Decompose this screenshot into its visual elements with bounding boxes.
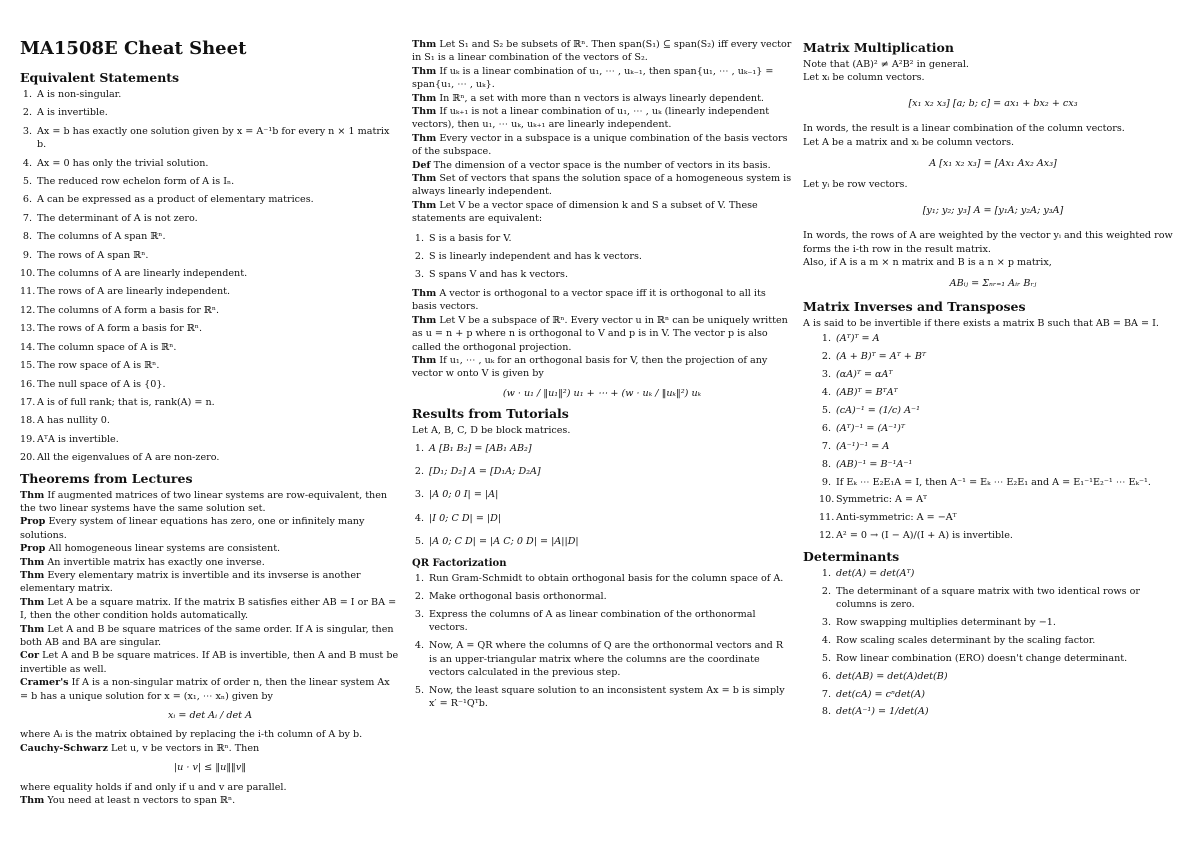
list-item: 1. S is a basis for V. [414, 232, 512, 244]
list-item: 3. |A 0; 0 I| = |A| [414, 489, 499, 501]
list-item: 10. The columns of A are linearly independent. [20, 268, 248, 280]
theorem: Thm If uₖ is a linear combination of u₁, ⋯ , uₖ₋₁, then span{u₁, ⋯ , uₖ₋₁} = span{u₁, ⋯ , uₖ}. [412, 65, 774, 91]
theorem: Thm Let S₁ and S₂ be subsets of ℝⁿ. Then span(S₁) ⊆ span(S₂) iff every vector in S₁ is a linear combination of the vectors of S₂. [412, 39, 792, 64]
theorem: Cauchy-Schwarz Let u, v be vectors in ℝⁿ. Then [20, 742, 260, 754]
list-item: 3. Row swapping multiplies determinant by −1. [821, 616, 1056, 628]
list-item: 7. The determinant of A is not zero. [22, 212, 198, 224]
list-item: 2. Make orthogonal basis orthonormal. [414, 590, 607, 602]
text-line: Let yᵢ be row vectors. [803, 179, 908, 191]
theorem: Thm Let V be a subspace of ℝⁿ. Every vector u in ℝⁿ can be uniquely written as u = n + p where n is orthogonal to V and p is in V. The vector p is also called the orthogonal projection. [412, 314, 788, 353]
list-item: 4. (AB)ᵀ = BᵀAᵀ [821, 387, 898, 398]
theorem: Thm In ℝⁿ, a set with more than n vectors is always linearly dependent. [412, 92, 764, 104]
determinants-heading: Determinants [803, 548, 900, 564]
list-item: 2. The determinant of a square matrix with two identical rows or columns is zero. [821, 585, 1140, 610]
list-item: 11. The rows of A are linearly independent. [20, 286, 231, 298]
equation: [x₁ x₂ x₃] [a; b; c] = ax₁ + bx₂ + cx₃ [908, 97, 1078, 109]
theorem: Thm Let A be a square matrix. If the matrix B satisfies either AB = I or BA = I, then the other condition holds automatically. [20, 596, 397, 622]
list-item: 2. A is invertible. [22, 107, 108, 119]
cramer-note: where Aᵢ is the matrix obtained by replacing the i-th column of A by b. [20, 729, 363, 741]
list-item: 6. (Aᵀ)⁻¹ = (A⁻¹)ᵀ [821, 422, 905, 434]
theorem: Thm Set of vectors that spans the solution space of a homogeneous system is always linearly independent. [412, 173, 792, 198]
inverses-heading: Matrix Inverses and Transposes [803, 298, 1026, 314]
theorem: Thm An invertible matrix has exactly one inverse. [20, 556, 265, 568]
cramer-equation: xᵢ = det Aᵢ / det A [167, 710, 253, 722]
definition: Def The dimension of a vector space is the number of vectors in its basis. [412, 159, 771, 171]
theorem: Thm Every vector in a subspace is a unique combination of the basis vectors of the subspace. [412, 132, 788, 158]
qr-list [412, 572, 792, 711]
list-item: 5. |A 0; C D| = |A C; 0 D| = |A||D| [414, 536, 579, 548]
theorem: Thm If u₁, ⋯ , uₖ for an orthogonal basis for V, then the projection of any vector w onto V is given by [412, 354, 768, 380]
list-item: 3. S spans V and has k vectors. [414, 268, 569, 280]
list-item: 1. A [B₁ B₂] = [AB₁ AB₂] [414, 442, 532, 454]
theorem: Thm You need at least n vectors to span ℝⁿ. [20, 795, 236, 807]
cauchy-schwarz-equation: |u · v| ≤ ‖u‖‖v‖ [173, 762, 247, 774]
equation: ABᵢⱼ = Σₙᵣ₌₁ Aᵢᵣ Bᵣⱼ [949, 278, 1037, 290]
text-line: In words, the result is a linear combination of the column vectors. [803, 123, 1125, 135]
cauchy-schwarz-note: where equality holds if and only if u and v are parallel. [20, 781, 287, 793]
list-item: 16. The null space of A is {0}. [20, 378, 166, 390]
theorem: Cor Let A and B be square matrices. If AB is invertible, then A and B must be invertible as well. [20, 650, 399, 675]
theorems-heading: Theorems from Lectures [20, 470, 193, 486]
list-item: 7. det(cA) = cⁿdet(A) [821, 688, 925, 700]
equation: [y₁; y₂; y₃] A = [y₁A; y₂A; y₃A] [922, 204, 1064, 216]
tutorials-intro: Let A, B, C, D be block matrices. [412, 425, 571, 437]
list-item: 19. AᵀA is invertible. [20, 433, 119, 445]
list-item: 6. A can be expressed as a product of elementary matrices. [22, 194, 314, 206]
text-line: A is said to be invertible if there exists a matrix B such that AB = BA = I. [803, 317, 1159, 329]
list-item: 3. (αA)ᵀ = αAᵀ [821, 369, 893, 381]
list-item: 4. Ax = 0 has only the trivial solution. [22, 157, 209, 169]
list-item: 9. If Eₖ ⋯ E₂E₁A = I, then A⁻¹ = Eₖ ⋯ E₂E₁ and A = E₁⁻¹E₂⁻¹ ⋯ Eₖ⁻¹. [821, 476, 1151, 488]
list-item: 1. det(A) = det(Aᵀ) [821, 567, 915, 579]
list-item: 1. A is non-singular. [22, 89, 122, 100]
list-item: 17. A is of full rank; that is, rank(A) = n. [20, 396, 215, 408]
matrix-multiplication-heading: Matrix Multiplication [803, 40, 954, 55]
list-item: 18. A has nullity 0. [20, 415, 110, 427]
list-item: 8. (AB)⁻¹ = B⁻¹A⁻¹ [821, 458, 913, 470]
list-item: 20. All the eigenvalues of A are non-zero. [20, 452, 220, 464]
determinant-properties-list [819, 567, 1183, 719]
inverse-properties-list [819, 332, 1183, 542]
list-item: 12. The columns of A form a basis for ℝⁿ. [20, 304, 220, 316]
theorem: Thm Let A and B be square matrices of the same order. If A is singular, then both AB and BA are singular. [20, 623, 394, 648]
equiv-heading: Equivalent Statements [20, 70, 180, 85]
list-item: 7. (A⁻¹)⁻¹ = A [821, 440, 890, 452]
column-3 [803, 38, 1183, 723]
column-2 [412, 38, 792, 715]
text-line: Let A be a matrix and xᵢ be column vectors. [803, 136, 1015, 148]
theorem: Cramer's If A is a non-singular matrix of order n, then the linear system Ax = b has a unique solution for x = (x₁, ⋯ xₙ) given by [20, 677, 390, 702]
list-item: 5. Now, the least square solution to an inconsistent system Ax = b is simply x′ = R⁻¹Qᵀb. [414, 684, 785, 710]
list-item: 3. Express the columns of A as linear combination of the orthonormal vectors. [414, 608, 756, 634]
list-item: 13. The rows of A form a basis for ℝⁿ. [20, 323, 202, 335]
list-item: 14. The column space of A is ℝⁿ. [20, 341, 177, 353]
list-item: 2. S is linearly independent and has k vectors. [414, 250, 642, 262]
list-item: 5. Row linear combination (ERO) doesn't change determinant. [821, 652, 1128, 664]
basis-equiv-list [412, 232, 792, 281]
theorem: Thm If augmented matrices of two linear systems are row-equivalent, then the two linear systems have the same solution set. [20, 489, 388, 514]
theorem: Thm A vector is orthogonal to a vector space iff it is orthogonal to all its basis vectors. [412, 287, 766, 313]
text-line: Note that (AB)² ≠ A²B² in general. [803, 59, 969, 70]
text-line: In words, the rows of A are weighted by the vector yᵢ and this weighted row forms the i-th row in the result matrix. [803, 230, 1173, 255]
list-item: 15. The row space of A is ℝⁿ. [20, 360, 160, 372]
column-1 [20, 38, 400, 807]
list-item: 5. The reduced row echelon form of A is Iₙ. [22, 176, 235, 188]
theorem: Prop All homogeneous linear systems are consistent. [20, 543, 281, 555]
list-item: 1. Run Gram-Schmidt to obtain orthogonal basis for the column space of A. [414, 573, 784, 584]
tutorials-heading: Results from Tutorials [412, 406, 569, 422]
projection-equation: (w · u₁ / ‖u₁‖²) u₁ + ⋯ + (w · uₖ / ‖uₖ‖²) uₖ [502, 387, 702, 399]
list-item: 12. A² = 0 → (I − A)/(I + A) is invertible. [819, 530, 1013, 542]
list-item: 4. Row scaling scales determinant by the scaling factor. [821, 634, 1096, 646]
theorem: Thm If uₖ₊₁ is not a linear combination of u₁, ⋯ , uₖ (linearly independent vectors), then u₁, ⋯ uₖ, uₖ₊₁ are linearly independent. [412, 106, 770, 131]
list-item: 8. det(A⁻¹) = 1/det(A) [821, 706, 929, 718]
tutorial-results-list [412, 442, 792, 549]
list-item: 4. Now, A = QR where the columns of Q are the orthonormal vectors and R is an upper-triangular matrix where the columns are the coordinate vectors calculated in the previous step. [414, 640, 784, 678]
list-item: 1. (Aᵀ)ᵀ = A [821, 333, 880, 345]
equiv-list [20, 88, 400, 465]
list-item: 2. (A + B)ᵀ = Aᵀ + Bᵀ [821, 351, 926, 363]
list-item: 6. det(AB) = det(A)det(B) [821, 670, 948, 682]
list-item: 11. Anti-symmetric: A = −Aᵀ [819, 512, 957, 524]
list-item: 4. |I 0; C D| = |D| [414, 512, 502, 524]
theorem: Thm Every elementary matrix is invertible and its invserse is another elementary matrix. [20, 569, 361, 595]
text-line: Let xᵢ be column vectors. [803, 72, 925, 84]
list-item: 2. [D₁; D₂] A = [D₁A; D₂A] [414, 465, 541, 477]
list-item: 8. The columns of A span ℝⁿ. [22, 231, 166, 243]
text-line: Also, if A is a m × n matrix and B is a n × p matrix, [803, 257, 1052, 269]
list-item: 5. (cA)⁻¹ = (1/c) A⁻¹ [821, 404, 920, 416]
page-title: MA1508E Cheat Sheet [20, 38, 247, 59]
theorem: Prop Every system of linear equations has zero, one or infinitely many solutions. [20, 516, 365, 541]
theorem: Thm Let V be a vector space of dimension k and S a subset of V. These statements are equivalent: [412, 199, 758, 225]
list-item: 10. Symmetric: A = Aᵀ [819, 494, 928, 506]
equation: A [x₁ x₂ x₃] = [Ax₁ Ax₂ Ax₃] [929, 158, 1057, 170]
list-item: 3. Ax = b has exactly one solution given by x = A⁻¹b for every n × 1 matrix b. [22, 125, 390, 151]
qr-heading: QR Factorization [412, 557, 507, 569]
list-item: 9. The rows of A span ℝⁿ. [22, 249, 149, 261]
